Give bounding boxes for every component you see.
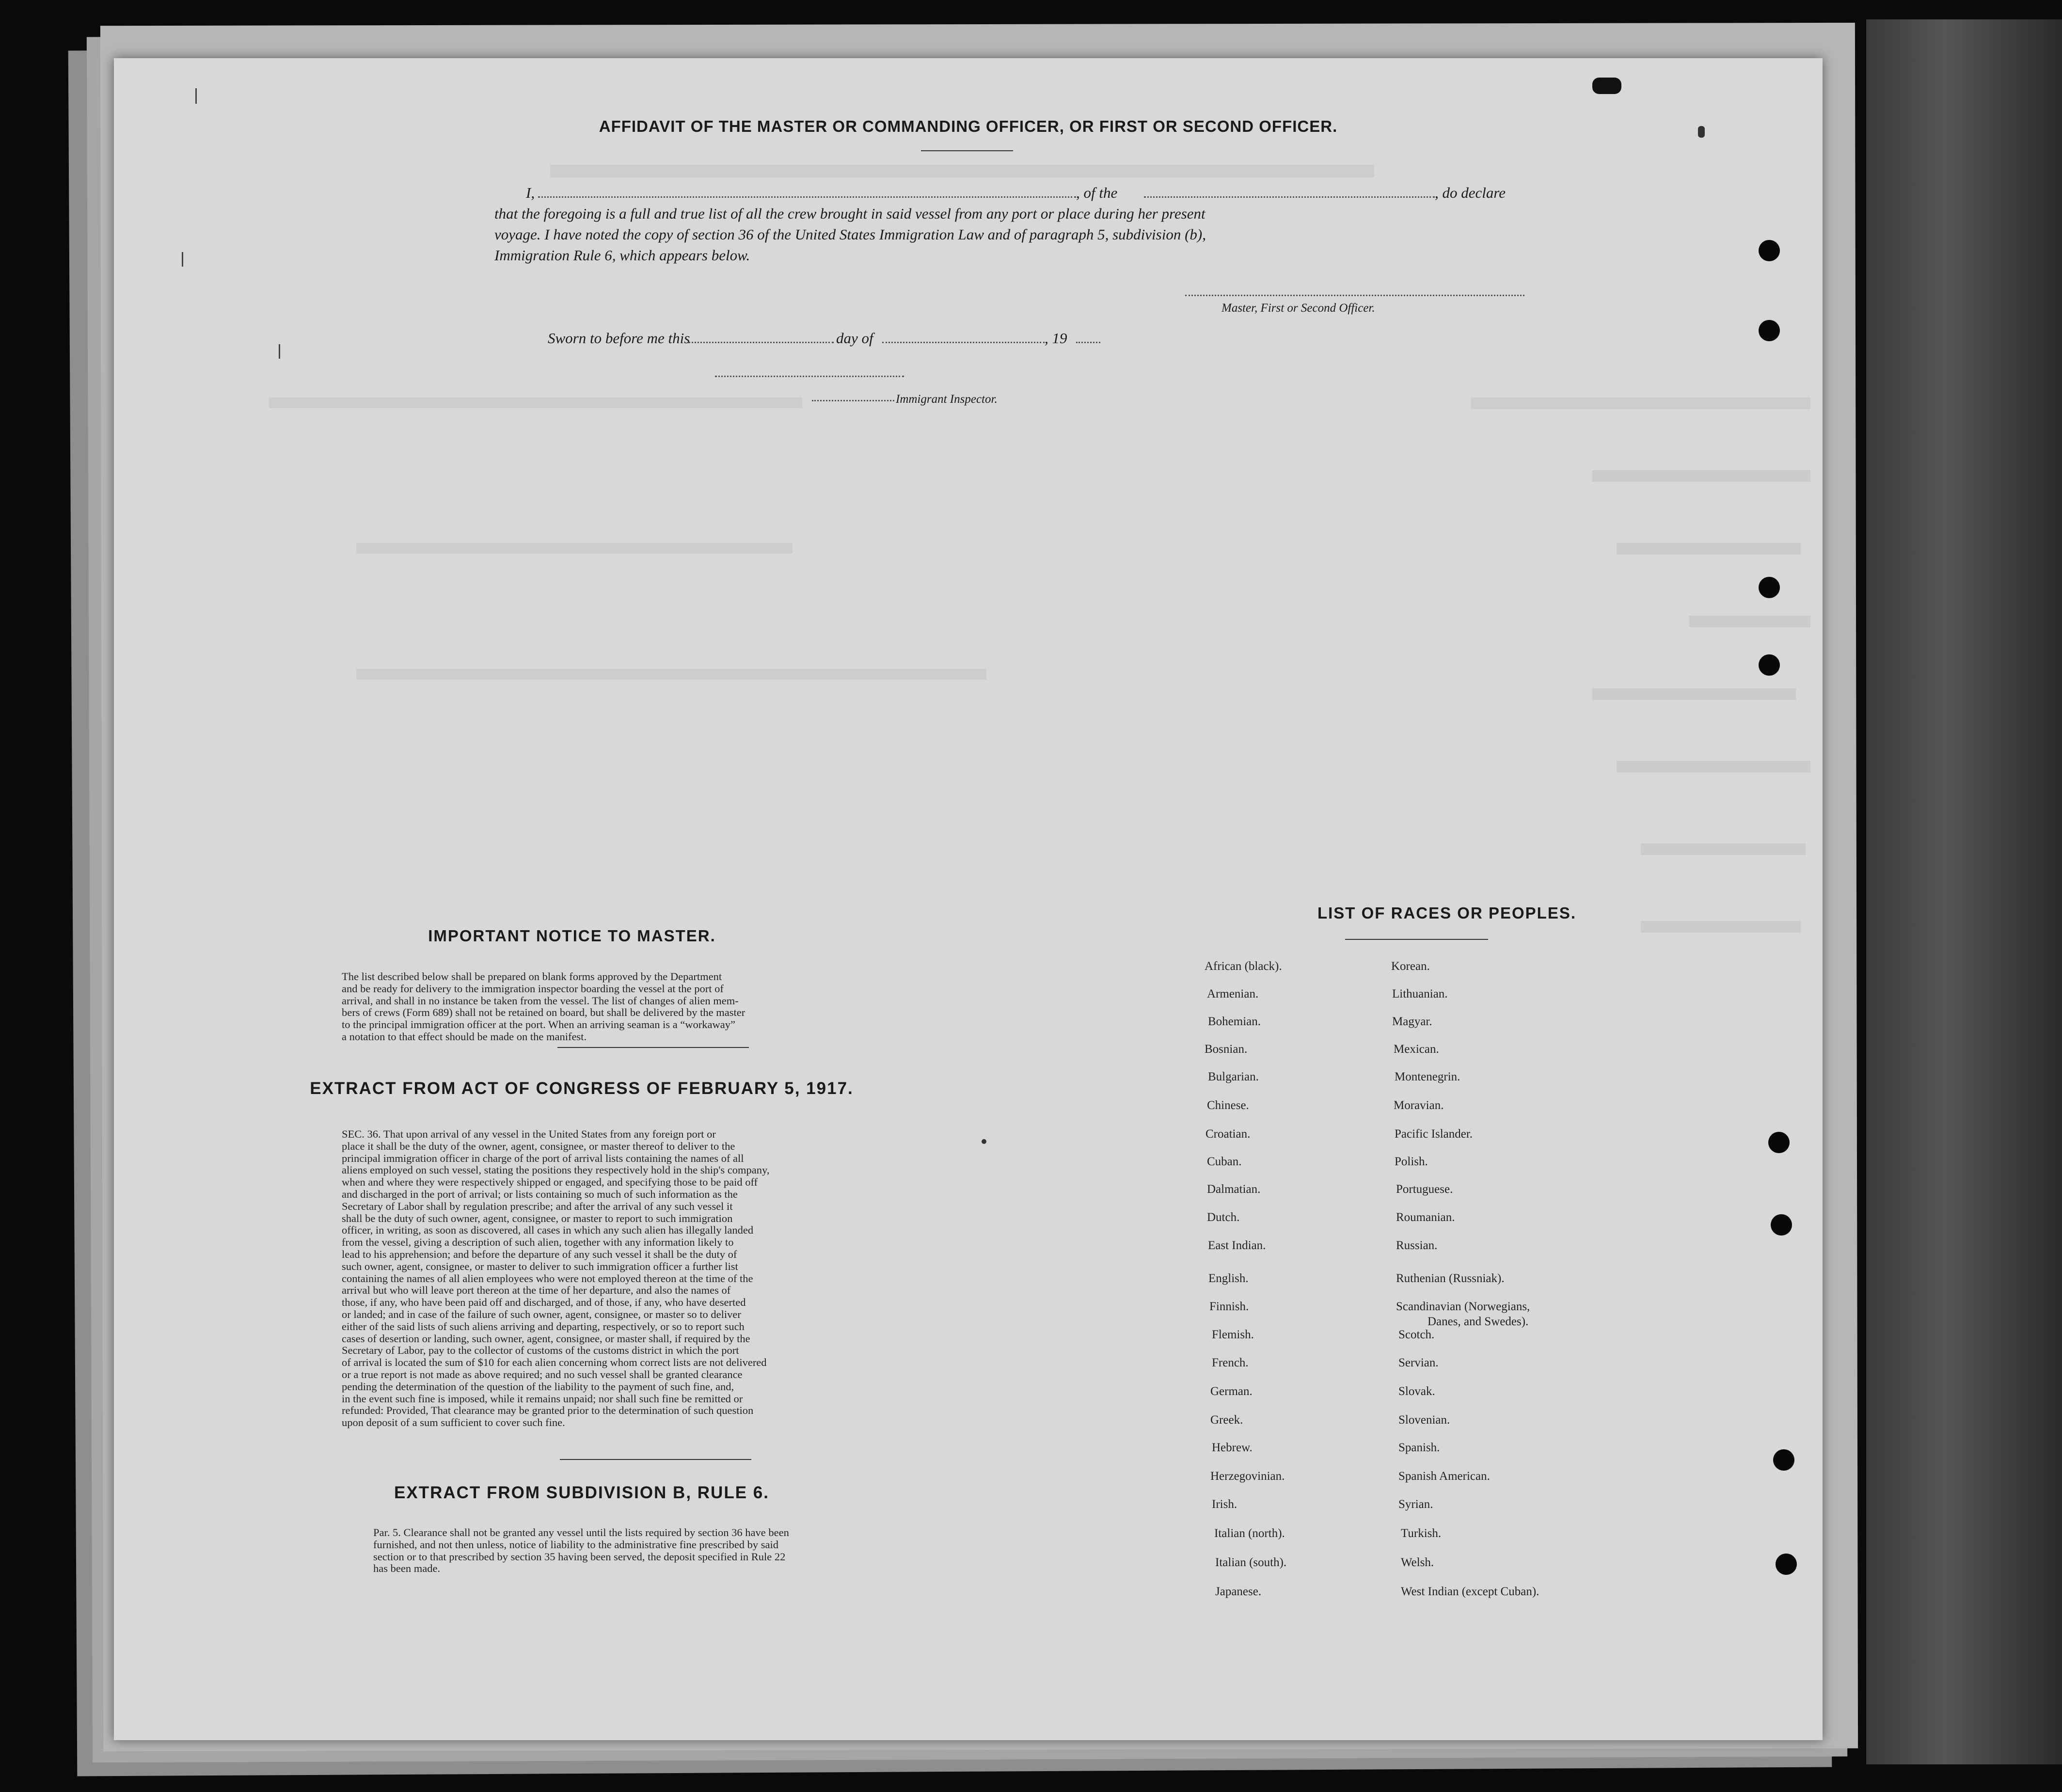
bleed-through <box>356 543 793 554</box>
races-heading: LIST OF RACES OR PEOPLES. <box>1317 904 1577 922</box>
race-item: Scandinavian (Norwegians, <box>1396 1300 1530 1313</box>
rule-line: section or to that prescribed by section 35 having been served, the deposit specified in Rule 22 <box>373 1550 786 1563</box>
notice-text <box>342 971 933 1043</box>
act-line: shall be the duty of such owner, agent, consignee, or master to report to such immigration <box>342 1212 733 1224</box>
declaration-line: that the foregoing is a full and true list of all the crew brought in said vessel from any port or place during her present <box>494 205 1205 222</box>
ink-speck <box>982 1139 986 1144</box>
race-item: English. <box>1208 1272 1249 1285</box>
race-item: Slovak. <box>1398 1385 1435 1398</box>
punch-hole <box>1768 1132 1790 1153</box>
rule-line: has been made. <box>373 1562 441 1575</box>
rule-line: furnished, and not then unless, notice of liability to the administrative fine prescribed by said <box>373 1538 779 1551</box>
race-item: Magyar. <box>1392 1015 1432 1028</box>
act-line: aliens employed on such vessel, stating the positions they respectively hold in the ship's company, <box>342 1164 770 1176</box>
race-item: Spanish American. <box>1398 1470 1490 1483</box>
race-item: Dutch. <box>1207 1211 1240 1224</box>
race-item: Danes, and Swedes). <box>1428 1315 1529 1328</box>
inspector-signature-blank <box>715 376 904 377</box>
notice-line: bers of crews (Form 689) shall not be retained on board, but shall be delivered by the master <box>342 1006 745 1019</box>
declaration-line: voyage. I have noted the copy of section 36 of the United States Immigration Law and of paragraph 5, subdivision (b), <box>494 226 1206 243</box>
declaration-line: Immigration Rule 6, which appears below. <box>494 247 750 264</box>
declaration-i: I, <box>526 184 535 201</box>
sworn-label: Sworn to before me this <box>548 330 690 347</box>
document-page <box>114 58 1823 1740</box>
vessel-blank <box>1144 196 1435 198</box>
bleed-through <box>1641 843 1806 855</box>
race-item: West Indian (except Cuban). <box>1401 1585 1539 1598</box>
race-item: Spanish. <box>1398 1441 1440 1454</box>
bleed-through <box>356 669 986 680</box>
race-item: French. <box>1212 1356 1249 1369</box>
act-line: lead to his apprehension; and before the departure of any such vessel it shall be the duty of <box>342 1248 737 1260</box>
act-line: SEC. 36. That upon arrival of any vessel in the United States from any foreign port or <box>342 1128 716 1140</box>
race-item: Bohemian. <box>1208 1015 1261 1028</box>
bleed-through <box>269 397 802 408</box>
race-item: Pacific Islander. <box>1395 1127 1473 1141</box>
year-blank <box>1076 342 1100 343</box>
act-line: cases of desertion or landing, such owner, agent, consignee, or master shall, if required by the <box>342 1332 750 1345</box>
race-item: Korean. <box>1391 960 1430 973</box>
race-item: Polish. <box>1395 1155 1428 1168</box>
race-item: Croatian. <box>1205 1127 1251 1141</box>
race-item: German. <box>1210 1385 1253 1398</box>
race-item: Syrian. <box>1398 1498 1433 1511</box>
notice-line: and be ready for delivery to the immigration inspector boarding the vessel at the port of <box>342 982 724 995</box>
margin-mark <box>279 344 280 359</box>
act-line: arrival but who will leave port thereon at the time of her departure, and also the names of <box>342 1284 731 1297</box>
act-line: and discharged in the port of arrival; or lists containing so much of such information as the <box>342 1188 738 1200</box>
act-line: Secretary of Labor, pay to the collector of customs of the customs district in which the port <box>342 1344 739 1357</box>
bleed-through <box>1617 761 1810 773</box>
sworn-day-blank <box>688 342 834 343</box>
day-of-label: day of <box>836 330 873 347</box>
race-item: Greek. <box>1210 1413 1243 1427</box>
race-item: Portuguese. <box>1396 1183 1453 1196</box>
act-line: either of the said lists of such aliens arriving and departing, respectively, or so to report such <box>342 1320 745 1332</box>
act-line: officer, in writing, as soon as discovered, all cases in which any such alien has illegally landed <box>342 1224 754 1237</box>
punch-hole <box>1776 1554 1797 1575</box>
rule-heading: EXTRACT FROM SUBDIVISION B, RULE 6. <box>394 1483 769 1502</box>
punch-hole <box>1759 320 1780 341</box>
notice-line: to the principal immigration officer at the port. When an arriving seaman is a “workaway” <box>342 1018 736 1031</box>
divider <box>560 1459 751 1460</box>
race-item: Mexican. <box>1394 1043 1439 1056</box>
divider <box>557 1047 749 1048</box>
race-item: Moravian. <box>1394 1099 1444 1112</box>
punch-hole <box>1759 654 1780 676</box>
signature-caption: Master, First or Second Officer. <box>1221 301 1375 315</box>
notice-line: The list described below shall be prepared on blank forms approved by the Department <box>342 970 722 983</box>
punch-hole <box>1759 577 1780 598</box>
race-item: Finnish. <box>1209 1300 1249 1313</box>
declaration-do-declare: , do declare <box>1435 184 1506 201</box>
race-item: Flemish. <box>1212 1328 1254 1341</box>
rule-text <box>373 1527 936 1575</box>
race-item: Hebrew. <box>1212 1441 1253 1454</box>
act-line: those, if any, who have been paid off and discharged, and of those, if any, who have deserted <box>342 1296 746 1309</box>
declaration-of-the: , of the <box>1076 184 1118 201</box>
race-item: Herzegovinian. <box>1210 1470 1285 1483</box>
act-line: when and where they were respectively shipped or engaged, and specifying those to be paid off <box>342 1176 758 1189</box>
race-item: Turkish. <box>1401 1527 1442 1540</box>
act-text <box>342 1128 933 1429</box>
race-item: Armenian. <box>1207 987 1259 1000</box>
inspector-caption: Immigrant Inspector. <box>896 393 998 406</box>
race-item: Dalmatian. <box>1207 1183 1261 1196</box>
divider <box>921 150 1013 151</box>
month-blank <box>882 342 1045 343</box>
race-item: Japanese. <box>1215 1585 1262 1598</box>
act-line: or landed; and in case of the failure of such owner, agent, consignee, or master so to deliver <box>342 1308 741 1320</box>
act-line: refunded: Provided, That clearance may be granted prior to the determination of such question <box>342 1404 754 1417</box>
inspector-blank <box>812 400 894 401</box>
race-item: Russian. <box>1396 1239 1438 1252</box>
bleed-through <box>1592 470 1810 482</box>
race-item: Irish. <box>1212 1498 1237 1511</box>
notice-line: a notation to that effect should be made on the manifest. <box>342 1030 587 1043</box>
affidavit-heading: AFFIDAVIT OF THE MASTER OR COMMANDING OFFICER, OR FIRST OR SECOND OFFICER. <box>599 117 1338 135</box>
act-line: from the vessel, giving a description of such alien, together with any information likely to <box>342 1236 734 1249</box>
race-item: East Indian. <box>1208 1239 1266 1252</box>
act-heading: EXTRACT FROM ACT OF CONGRESS OF FEBRUARY 5, 1917. <box>310 1079 854 1098</box>
act-line: principal immigration officer in charge of the port of arrival lists containing the names of all <box>342 1152 744 1164</box>
bleed-through <box>1689 616 1810 627</box>
margin-mark <box>195 88 197 104</box>
bleed-through <box>1617 543 1801 555</box>
margin-mark <box>182 252 183 267</box>
act-line: in the event such fine is imposed, while it remains unpaid; nor shall such fine be remitted or <box>342 1392 743 1405</box>
race-item: Scotch. <box>1398 1328 1435 1341</box>
race-item: Montenegrin. <box>1395 1070 1460 1083</box>
act-line: or a true report is not made as above required; and no such vessel shall be granted clearance <box>342 1368 743 1380</box>
divider <box>1345 939 1488 940</box>
year-prefix: , 19 <box>1045 330 1067 347</box>
race-item: Cuban. <box>1207 1155 1242 1168</box>
ink-blot <box>1592 78 1621 94</box>
bleed-through <box>1471 397 1810 409</box>
race-item: Bulgarian. <box>1208 1070 1259 1083</box>
punch-hole <box>1759 240 1780 261</box>
race-item: Lithuanian. <box>1392 987 1448 1000</box>
act-line: upon deposit of a sum sufficient to cover such fine. <box>342 1416 565 1429</box>
bleed-through <box>550 165 1374 177</box>
race-item: Italian (south). <box>1215 1556 1287 1569</box>
punch-hole <box>1773 1449 1794 1471</box>
race-item: Servian. <box>1398 1356 1439 1369</box>
rule-line: Par. 5. Clearance shall not be granted any vessel until the lists required by section 36 have been <box>373 1526 789 1538</box>
bleed-through <box>1592 688 1796 700</box>
race-item: Ruthenian (Russniak). <box>1396 1272 1505 1285</box>
race-item: Bosnian. <box>1205 1043 1248 1056</box>
notice-heading: IMPORTANT NOTICE TO MASTER. <box>428 927 716 945</box>
race-item: Italian (north). <box>1214 1527 1285 1540</box>
bleed-through <box>1641 921 1801 933</box>
name-blank <box>538 196 1076 198</box>
act-line: pending the determination of the question of the liability to the payment of such fine, and, <box>342 1380 734 1393</box>
race-item: Slovenian. <box>1398 1413 1450 1427</box>
race-item: Chinese. <box>1207 1099 1249 1112</box>
act-line: place it shall be the duty of the owner, agent, consignee, or master thereof to deliver to the <box>342 1140 735 1152</box>
act-line: such owner, agent, consignee, or master to deliver to such immigration officer a further list <box>342 1260 738 1272</box>
signature-blank <box>1185 295 1524 296</box>
race-item: Roumanian. <box>1396 1211 1455 1224</box>
act-line: of arrival is located the sum of $10 for each alien concerning whom correct lists are not delivered <box>342 1356 767 1369</box>
race-item: African (black). <box>1205 960 1282 973</box>
punch-hole <box>1771 1214 1792 1236</box>
act-line: containing the names of all alien employees who were not employed thereon at the time of the <box>342 1272 753 1285</box>
binder-shadow <box>1866 19 2062 1764</box>
act-line: Secretary of Labor shall by regulation prescribe; and after the arrival of any such vessel it <box>342 1200 733 1212</box>
notice-line: arrival, and shall in no instance be taken from the vessel. The list of changes of alien mem- <box>342 994 739 1007</box>
race-item: Welsh. <box>1401 1556 1434 1569</box>
